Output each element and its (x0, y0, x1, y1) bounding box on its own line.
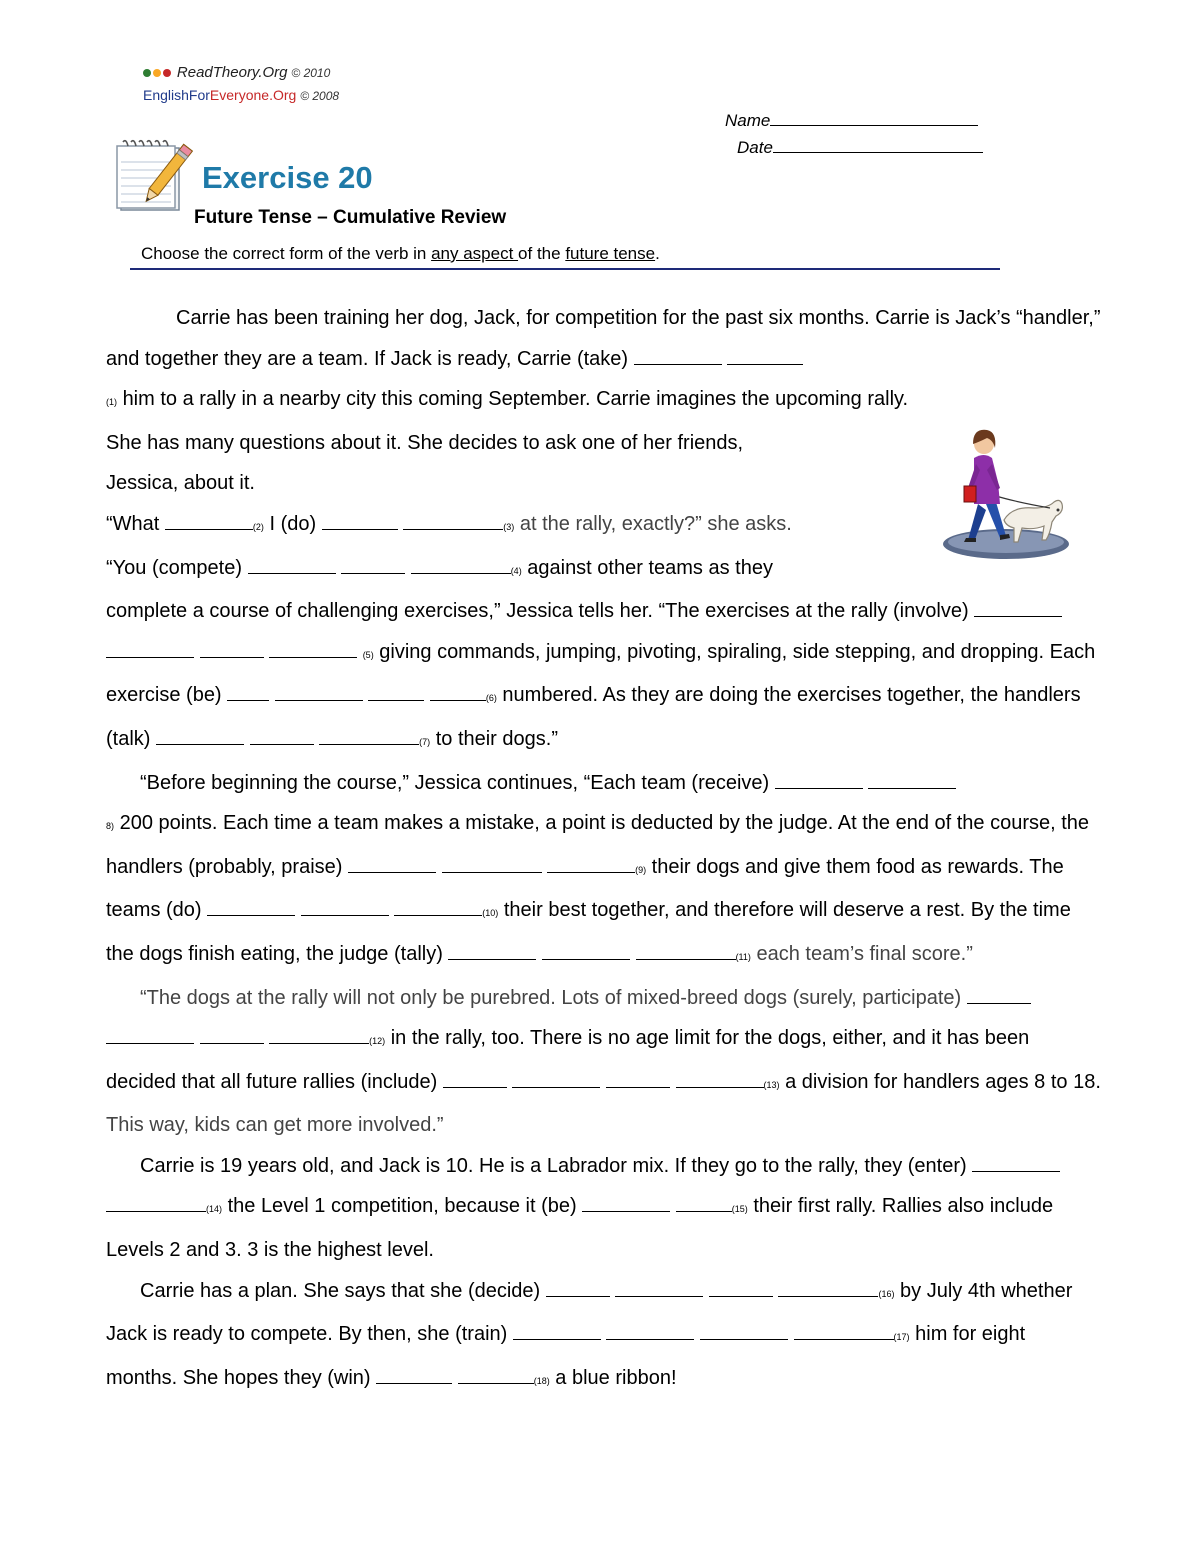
story-text: I (do) (269, 512, 317, 535)
story-text: giving commands, jumping, pivoting, spiraling, side stepping, and dropping. Each exercise (be) (106, 640, 1096, 707)
question-number-16: (16) (878, 1288, 895, 1299)
story-paragraph-7 (106, 1271, 1101, 1402)
story-text: Carrie is 19 years old, and Jack is 10. He is a Labrador mix. If they go to the rally, they (enter) (140, 1154, 967, 1177)
answer-blank-15b[interactable] (676, 1196, 732, 1212)
name-line[interactable] (770, 110, 978, 126)
englishforeveryone-brand (143, 87, 339, 103)
story-paragraph-6 (106, 1146, 1101, 1271)
header-divider (130, 268, 1000, 270)
efe-part1: EnglishFor (143, 87, 210, 103)
question-number-18: (18) (533, 1375, 550, 1386)
story-text: him for eight months. She hopes they (win) (106, 1323, 1026, 1389)
question-number-5: (5) (362, 649, 374, 660)
question-number-12: (12) (369, 1036, 386, 1047)
answer-blank-11c[interactable] (636, 944, 736, 960)
story-text: Carrie has a plan. She says that she (decide) (140, 1279, 541, 1302)
answer-blank-16a[interactable] (546, 1281, 610, 1297)
question-number-3: (3) (503, 521, 515, 532)
answer-blank-2[interactable] (165, 514, 253, 530)
answer-blank-3a[interactable] (322, 514, 398, 530)
answer-blank-11b[interactable] (542, 944, 630, 960)
date-label: Date (737, 138, 773, 157)
answer-blank-7a[interactable] (156, 729, 244, 745)
answer-blank-17b[interactable] (606, 1324, 694, 1340)
question-number-15: (15) (731, 1204, 748, 1215)
story-text: the Level 1 competition, because it (be) (227, 1195, 577, 1218)
story-text: their first rally. Rallies also include Levels 2 and 3. 3 is the highest level. (106, 1195, 1054, 1262)
story-text: their best together, and therefore will deserve a rest. By the time the dogs finish eating, the judge (tally) (106, 899, 1071, 965)
answer-blank-17d[interactable] (794, 1324, 894, 1340)
question-number-10: (10) (482, 908, 499, 919)
story-text: “Before beginning the course,” Jessica continues, “Each team (receive) (140, 771, 770, 794)
answer-blank-18b[interactable] (458, 1368, 534, 1384)
instruction-mid: of the (518, 244, 566, 263)
answer-blank-11a[interactable] (448, 944, 536, 960)
answer-blank-17c[interactable] (700, 1324, 788, 1340)
story-text: “The dogs at the rally will not only be purebred. Lots of mixed-breed dogs (surely, participate) (140, 986, 962, 1009)
answer-blank-5a[interactable] (974, 601, 1062, 617)
notepad-pencil-icon (115, 138, 195, 216)
answer-blank-12c[interactable] (200, 1028, 264, 1044)
answer-blank-15a[interactable] (582, 1196, 670, 1212)
story-text: Carrie has been training her dog, Jack, for competition for the past six months. Carrie is Jack’s “handler,” and together they are a team. If Jack is ready, Carrie (take) (106, 307, 1101, 370)
answer-blank-6c[interactable] (368, 685, 424, 701)
story-text: She has many questions about it. She decides to ask one of her friends, (106, 431, 744, 454)
story-paragraph-2 (106, 504, 1101, 548)
answer-blank-1a[interactable] (634, 349, 722, 365)
name-label: Name (725, 111, 771, 130)
story-text: a blue ribbon! (555, 1366, 677, 1389)
story-text: in the rally, too. There is no age limit for the dogs, either, and it has been decided that all future rallies (include) (106, 1027, 1030, 1093)
answer-blank-5b[interactable] (106, 642, 194, 658)
answer-blank-13a[interactable] (443, 1072, 507, 1088)
answer-blank-7c[interactable] (319, 729, 419, 745)
answer-blank-14a[interactable] (972, 1156, 1060, 1172)
story-passage (106, 298, 1101, 1401)
answer-blank-17a[interactable] (513, 1324, 601, 1340)
date-field (737, 137, 983, 158)
answer-blank-6d[interactable] (430, 685, 486, 701)
story-paragraph-4 (106, 763, 1101, 978)
story-text: “You (compete) (106, 556, 242, 579)
instruction-text (141, 244, 660, 264)
answer-blank-3b[interactable] (403, 514, 503, 530)
story-text: against other teams as they (527, 556, 773, 579)
story-text: “What (106, 512, 160, 535)
answer-blank-9b[interactable] (442, 857, 542, 873)
question-number-9: (9) (635, 864, 647, 875)
answer-blank-10b[interactable] (301, 900, 389, 916)
answer-blank-8b[interactable] (868, 773, 956, 789)
answer-blank-12d[interactable] (269, 1028, 369, 1044)
answer-blank-4c[interactable] (411, 558, 511, 574)
story-text: This way, kids can get more involved.” (106, 1114, 444, 1137)
answer-blank-16c[interactable] (709, 1281, 773, 1297)
answer-blank-10c[interactable] (394, 900, 482, 916)
story-text: at the rally, exactly?” she asks. (519, 512, 792, 535)
answer-blank-7b[interactable] (250, 729, 314, 745)
readtheory-copyright: © 2010 (291, 66, 331, 80)
name-field (725, 110, 978, 131)
answer-blank-9c[interactable] (547, 857, 635, 873)
story-paragraph-1 (106, 298, 1101, 504)
readtheory-site-name: ReadTheory.Org (176, 64, 288, 81)
answer-blank-1b[interactable] (727, 349, 803, 365)
answer-blank-6a[interactable] (227, 685, 269, 701)
answer-blank-13b[interactable] (512, 1072, 600, 1088)
instruction-pre: Choose the correct form of the verb in (141, 244, 432, 263)
question-number-1: (1) (106, 397, 117, 408)
answer-blank-14b[interactable] (106, 1196, 206, 1212)
question-number-6: (6) (485, 693, 497, 704)
answer-blank-6b[interactable] (275, 685, 363, 701)
answer-blank-18a[interactable] (376, 1368, 452, 1384)
story-text: 200 points. Each time a team makes a mistake, a point is deducted by the judge. At the end of the course, the handlers (probably, praise) (106, 812, 1090, 878)
story-text: numbered. As they are doing the exercises together, the handlers (talk) (106, 684, 1081, 750)
story-text: by July 4th whether Jack is ready to compete. By then, she (train) (106, 1279, 1073, 1346)
answer-blank-4a[interactable] (248, 558, 336, 574)
question-number-14: (14) (206, 1204, 223, 1215)
readtheory-brand (143, 64, 330, 81)
answer-blank-8a[interactable] (775, 773, 863, 789)
question-number-4: (4) (510, 565, 522, 576)
exercise-subtitle: Future Tense – Cumulative Review (194, 207, 507, 228)
answer-blank-13c[interactable] (606, 1072, 670, 1088)
question-number-17: (17) (893, 1332, 910, 1343)
story-text: each team’s final score.” (756, 942, 973, 965)
answer-blank-12b[interactable] (106, 1028, 194, 1044)
answer-blank-5d[interactable] (269, 642, 357, 658)
answer-blank-12a[interactable] (967, 988, 1031, 1004)
answer-blank-10a[interactable] (207, 900, 295, 916)
answer-blank-5c[interactable] (200, 642, 264, 658)
answer-blank-16d[interactable] (778, 1281, 878, 1297)
story-text: him to a rally in a nearby city this coming September. Carrie imagines the upcoming rally. (122, 388, 909, 411)
efe-part2: Everyone.Org (209, 87, 297, 103)
exercise-title: Exercise 20 (202, 160, 373, 195)
instruction-end: . (655, 244, 660, 263)
question-number-11: (11) (735, 951, 751, 962)
story-text: Jessica, about it. (106, 472, 255, 495)
question-number-8: 8) (106, 821, 115, 832)
story-paragraph-3 (106, 548, 1101, 763)
answer-blank-9a[interactable] (348, 857, 436, 873)
story-text: a division for handlers ages 8 to 18. (785, 1070, 1101, 1093)
answer-blank-4b[interactable] (341, 558, 405, 574)
instruction-future-tense: future tense (565, 244, 656, 263)
answer-blank-13d[interactable] (676, 1072, 764, 1088)
story-text: complete a course of challenging exercises,” Jessica tells her. “The exercises at the rally (involve) (106, 600, 969, 623)
date-line[interactable] (773, 137, 983, 153)
efe-copyright: © 2008 (300, 89, 340, 103)
question-number-13: (13) (763, 1079, 780, 1090)
answer-blank-16b[interactable] (615, 1281, 703, 1297)
story-text: to their dogs.” (435, 727, 558, 750)
traffic-dots-icon (143, 64, 173, 80)
question-number-7: (7) (419, 736, 431, 747)
story-text: their dogs and give them food as rewards. The teams (do) (106, 855, 1064, 922)
question-number-2: (2) (252, 521, 264, 532)
story-paragraph-5 (106, 978, 1101, 1146)
instruction-any-aspect: any aspect (431, 244, 519, 263)
